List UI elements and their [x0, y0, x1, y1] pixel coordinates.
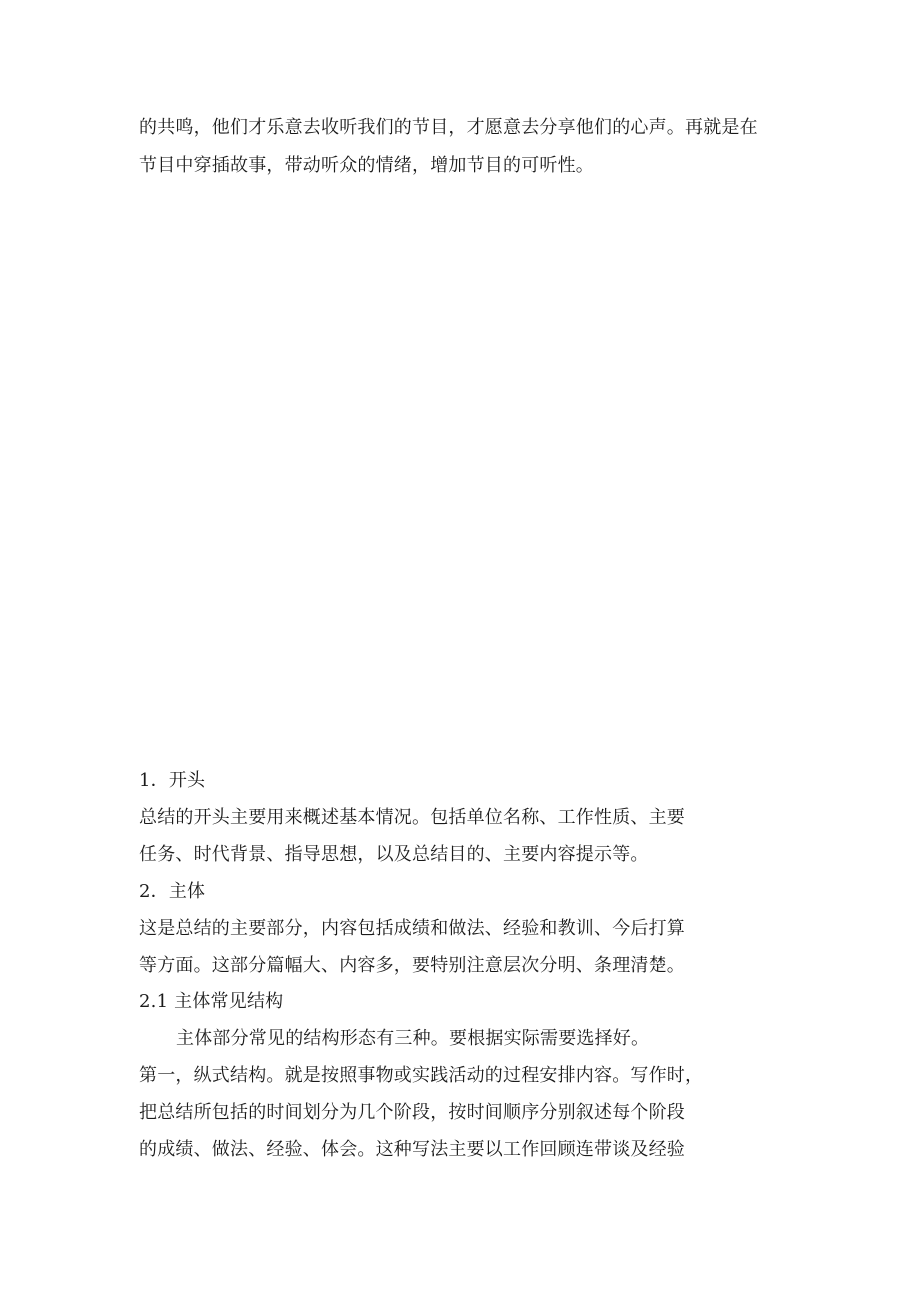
indented-paragraph-line: 主体部分常见的结构形态有三种。要根据实际需要选择好。	[176, 1028, 650, 1049]
paragraph-line: 节目中穿插故事，带动听众的情绪，增加节目的可听性。	[139, 155, 594, 176]
section-heading-opening: 1．开头	[139, 770, 206, 791]
paragraph-line: 总结的开头主要用来概述基本情况。包括单位名称、工作性质、主要	[139, 807, 685, 828]
paragraph-line: 等方面。这部分篇幅大、内容多，要特别注意层次分明、条理清楚。	[139, 955, 685, 976]
paragraph-line: 这是总结的主要部分，内容包括成绩和做法、经验和教训、今后打算	[139, 918, 685, 939]
subsection-heading-structure: 2.1 主体常见结构	[139, 991, 284, 1012]
paragraph-line: 把总结所包括的时间划分为几个阶段，按时间顺序分别叙述每个阶段	[139, 1102, 685, 1123]
paragraph-line: 的成绩、做法、经验、体会。这种写法主要以工作回顾连带谈及经验	[139, 1139, 685, 1160]
paragraph-line: 任务、时代背景、指导思想，以及总结目的、主要内容提示等。	[139, 844, 649, 865]
paragraph-line: 第一，纵式结构。就是按照事物或实践活动的过程安排内容。写作时，	[139, 1065, 704, 1086]
section-heading-body: 2．主体	[139, 881, 206, 902]
paragraph-line: 的共鸣，他们才乐意去收听我们的节目，才愿意去分享他们的心声。再就是在	[139, 117, 758, 138]
